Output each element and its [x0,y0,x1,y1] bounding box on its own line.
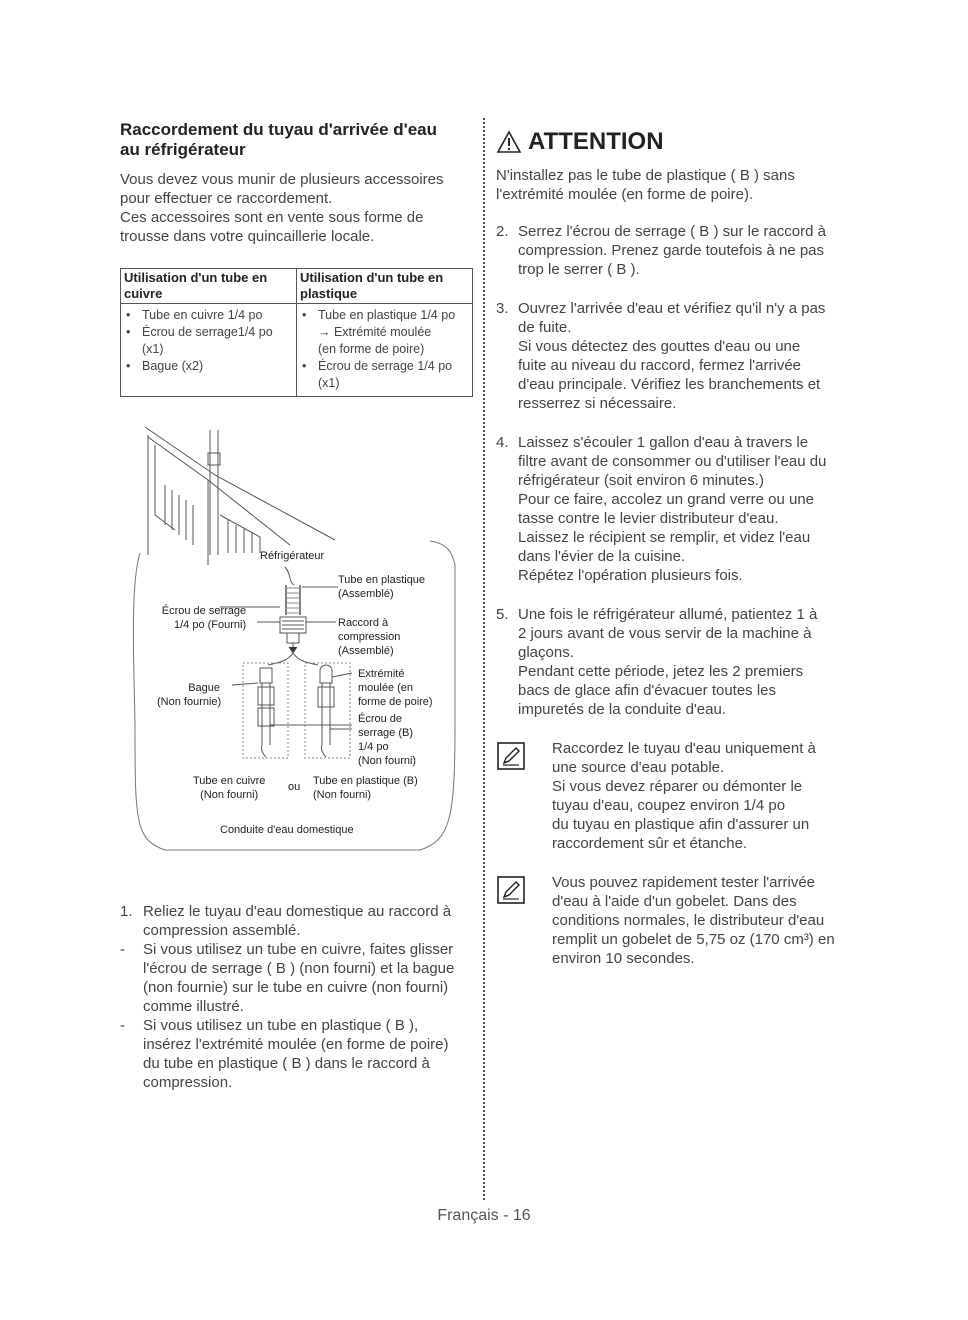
label-bague: Bague (Non fournie) [157,682,222,708]
installation-diagram [120,425,465,855]
left-steps [120,902,465,1092]
label-conduite: Conduite d'eau domestique [220,824,354,836]
step-4: 4. Laissez s'écouler 1 gallon d'eau à travers le filtre avant de consommer ou d'utiliser l'eau du réfrigérateur (soit environ 6 minutes.) Pour ce faire, accolez un grand verre ou une tasse contre le levier distributeur d'eau. Laissez le récipient se remplir, et videz l'eau dans l'évier de la cuisine. Répétez l'opération plusieurs fois. [496,434,827,584]
table-cell-cuivre [121,304,297,397]
list-item: • Bague (x2) [126,359,204,373]
list-item: • Tube en cuivre 1/4 po [126,308,263,322]
column-divider [483,118,485,1200]
step-1: 1. Reliez le tuyau d'eau domestique au raccord à compression assemblé. [120,903,452,939]
step-3: 3. Ouvrez l'arrivée d'eau et vérifiez qu'il n'y a pas de fuite. Si vous détectez des gouttes d'eau ou une fuite au niveau du raccord, fermez l'arrivée d'eau principale. Vérifiez les branchements et resserrez si nécessaire. [496,300,826,412]
label-tube-plastique-assemble: Tube en plastique (Assemblé) [338,574,426,600]
label-extremite-moulee: Extrémité moulée (en forme de poire) [358,668,433,708]
label-ecrou-serrage: Écrou de serrage 1/4 po (Fourni) [161,605,247,631]
intro-paragraph: Vous devez vous munir de plusieurs accessoires pour effectuer ce raccordement. Ces accessoires sont en vente sous forme de trousse dans votre quincaillerie locale. [120,171,444,245]
step-2: 2. Serrez l'écrou de serrage ( B ) sur le raccord à compression. Prenez garde toutefois à ne pas trop le serrer ( B ). [496,223,826,278]
page-footer: Français - 16 [437,1207,531,1224]
step-5: 5. Une fois le réfrigérateur allumé, patientez 1 à 2 jours avant de vous servir de la machine à glaçons. Pendant cette période, jetez les 2 premiers bacs de glace afin d'évacuer toutes les impuretés de la conduite d'eau. [496,606,818,718]
label-refrigerateur: Réfrigérateur [260,550,325,562]
list-item: • Écrou de serrage 1/4 po (x1) [302,359,453,390]
list-item: • Écrou de serrage1/4 po (x1) [126,325,273,356]
list-item: • Tube en plastique 1/4 po → Extrémité moulée (en forme de poire) [302,308,456,356]
label-tube-cuivre: Tube en cuivre (Non fourni) [193,775,266,801]
table-header-plastique: Utilisation d'un tube en plastique [297,269,473,304]
note-pencil-icon [496,875,526,905]
warning-triangle-icon [496,130,522,154]
attention-text: N'installez pas le tube de plastique ( B ) sans l'extrémité moulée (en forme de poire). [496,167,795,203]
note-pencil-icon [496,741,526,771]
table-header-cuivre: Utilisation d'un tube en cuivre [121,269,297,304]
label-ecrou-b: Écrou de serrage (B) 1/4 po (Non fourni) [358,713,417,767]
note-1: Raccordez le tuyau d'eau uniquement à une source d'eau potable. Si vous devez réparer ou démonter le tuyau d'eau, coupez environ 1/4 po du tuyau en plastique afin d'assurer un raccordement sûr et étanche. [496,739,856,853]
attention-heading: ATTENTION [496,128,856,156]
note-2: Vous pouvez rapidement tester l'arrivée d'eau à l'aide d'un gobelet. Dans des conditions normales, le distributeur d'eau remplit un gobelet de 5,75 oz (170 cm³) en environ 10 secondes. [496,873,856,968]
right-steps [496,222,856,968]
label-ou: ou [288,781,301,793]
accessories-table [120,268,473,397]
right-column [496,128,856,968]
label-raccord-compression: Raccord à compression (Assemblé) [338,617,401,657]
step-1-copper: - Si vous utilisez un tube en cuivre, faites glisser l'écrou de serrage ( B ) (non fourni) et la bague (non fournie) sur le tube en cuivre (non fourni) comme illustré. [120,941,455,1015]
left-column [120,120,465,397]
table-cell-plastique [297,304,473,397]
step-1-plastic: - Si vous utilisez un tube en plastique ( B ), insérez l'extrémité moulée (en forme de poire) du tube en plastique ( B ) dans le raccord à compression. [120,1017,449,1091]
section-title: Raccordement du tuyau d'arrivée d'eau au réfrigérateur [120,120,438,159]
label-tube-plastique-b: Tube en plastique (B) (Non fourni) [313,775,418,801]
